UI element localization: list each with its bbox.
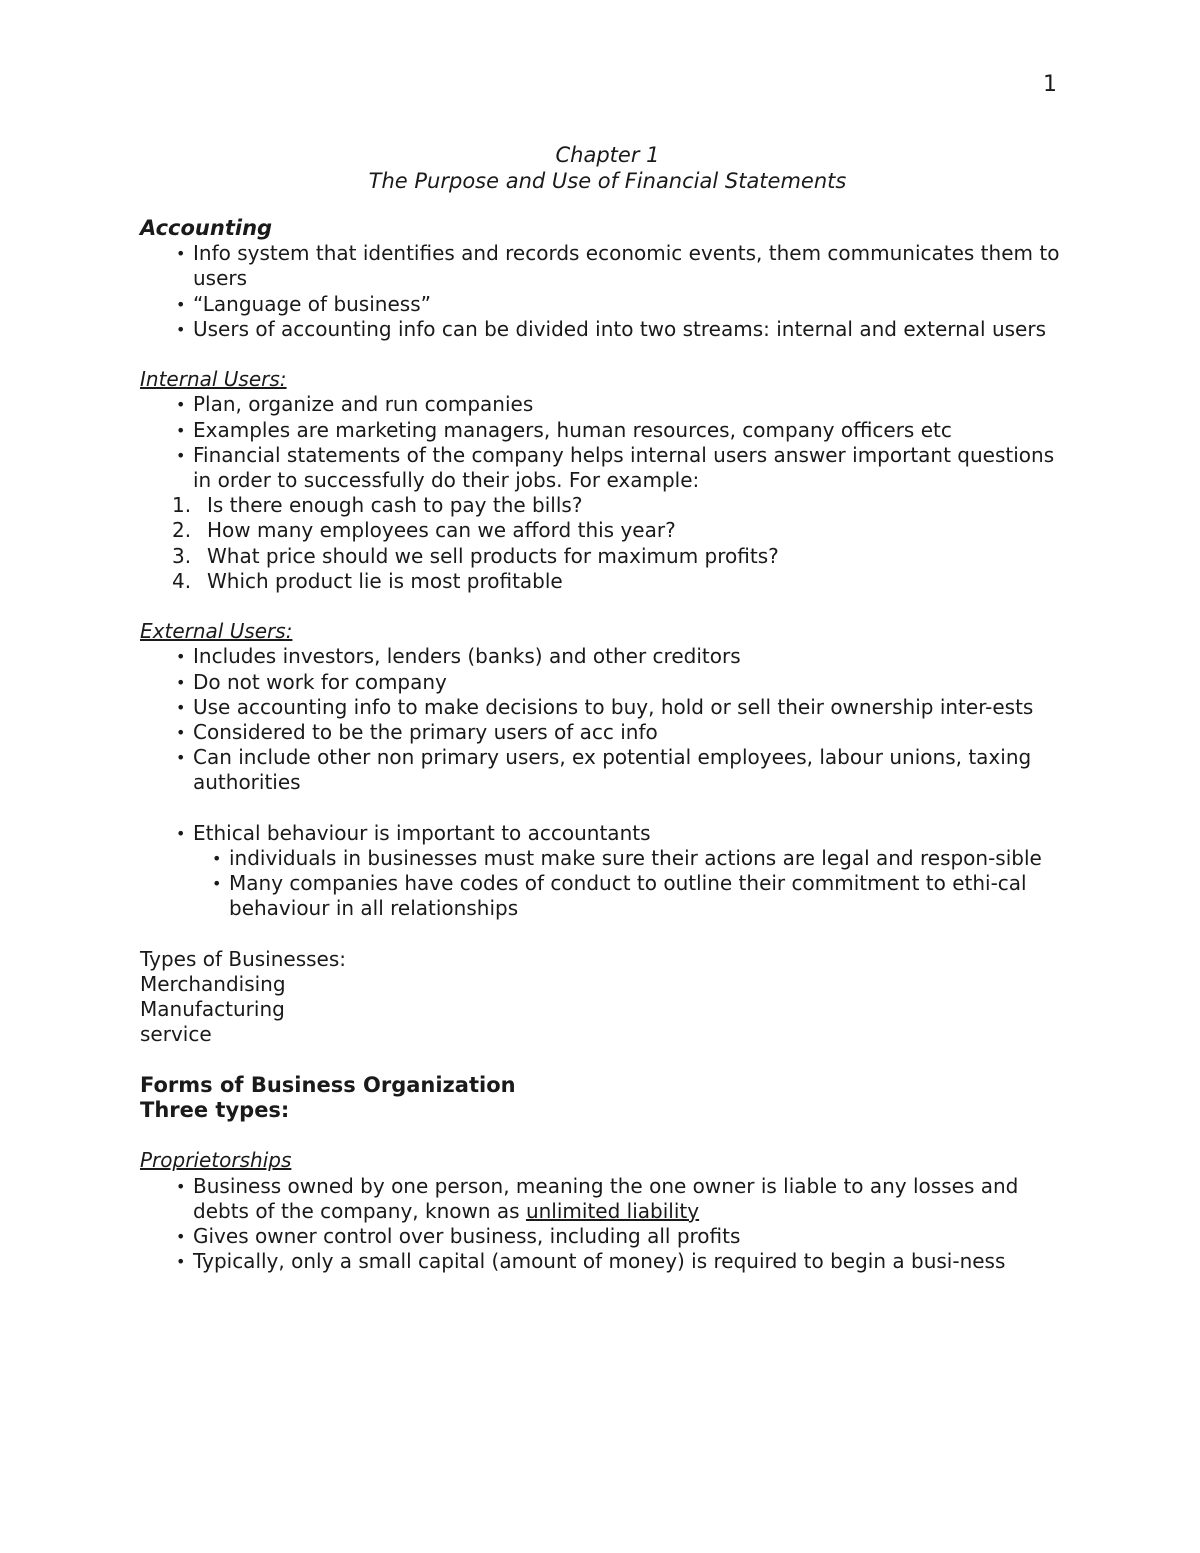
ethics-list — [140, 821, 1075, 922]
list-item: • Typically, only a small capital (amount of money) is required to begin a busi-ness — [176, 1249, 1075, 1274]
list-item — [176, 821, 1075, 922]
numbered-item — [172, 544, 1075, 569]
item-text: Business owned by one person, meaning the one owner is liable to any losses and debts of the company, known as — [193, 1173, 1019, 1223]
business-type-item: Merchandising — [140, 972, 286, 997]
chapter-title: Chapter 1 — [555, 143, 660, 167]
proprietorships-list — [140, 1174, 1075, 1275]
list-item: • Financial statements of the company helps internal users answer important questions in order to successfully do their jobs. For example: — [176, 443, 1075, 493]
item-text: Which product lie is most profitable — [207, 568, 563, 593]
business-types-heading: Types of Businesses: — [140, 946, 347, 971]
list-item: • Examples are marketing managers, human resources, company officers etc — [176, 418, 1075, 443]
list-item: • Do not work for company — [176, 670, 1075, 695]
list-item: • Includes investors, lenders (banks) and other creditors — [176, 644, 1075, 669]
external-users-list — [140, 644, 1075, 795]
ethics-sub-list — [193, 846, 1075, 922]
list-item: • Use accounting info to make decisions to buy, hold or sell their ownership inter-ests — [176, 695, 1075, 720]
forms-heading: Forms of Business Organization — [140, 1072, 516, 1097]
numbered-item — [172, 518, 1075, 543]
forms-subheading: Three types: — [140, 1098, 290, 1123]
list-item — [176, 1174, 1075, 1224]
chapter-subtitle: The Purpose and Use of Financial Statements — [368, 169, 847, 193]
accounting-list — [140, 241, 1075, 342]
unlimited-liability-term: unlimited liability — [525, 1198, 700, 1223]
item-number: 2. — [172, 518, 192, 543]
list-item: • Can include other non primary users, ex potential employees, labour unions, taxing authorities — [176, 745, 1075, 795]
list-item: • Users of accounting info can be divided into two streams: internal and external users — [176, 317, 1075, 342]
list-item: • Gives owner control over business, including all profits — [176, 1224, 1075, 1249]
internal-users-heading: Internal Users: — [140, 367, 287, 392]
item-number: 4. — [172, 568, 192, 593]
accounting-heading: Accounting — [140, 216, 273, 240]
list-item: • Many companies have codes of conduct to outline their commitment to ethi-cal behaviour in all relationships — [212, 871, 1075, 921]
internal-users-list — [140, 392, 1075, 493]
item-text: Is there enough cash to pay the bills? — [207, 493, 583, 518]
item-text: How many employees can we afford this year? — [207, 518, 676, 543]
numbered-item — [172, 493, 1075, 518]
list-item: • Considered to be the primary users of acc info — [176, 720, 1075, 745]
external-users-heading: External Users: — [140, 619, 293, 644]
internal-users-examples — [140, 493, 1075, 594]
list-item: • “Language of business” — [176, 292, 1075, 317]
business-type-item: Manufacturing — [140, 997, 285, 1022]
item-number: 3. — [172, 543, 192, 568]
item-text: What price should we sell products for maximum profits? — [207, 543, 779, 568]
list-item: • Plan, organize and run companies — [176, 392, 1075, 417]
numbered-item — [172, 569, 1075, 594]
proprietorships-heading: Proprietorships — [140, 1148, 292, 1173]
page-number: 1 — [1043, 72, 1057, 97]
list-item: • Info system that identifies and records economic events, them communicates them to users — [176, 241, 1075, 291]
list-item: • individuals in businesses must make sure their actions are legal and respon-sible — [212, 846, 1075, 871]
business-type-item: service — [140, 1022, 212, 1047]
document-body — [140, 142, 1075, 1274]
item-number: 1. — [172, 493, 192, 518]
item-text: Ethical behaviour is important to accountants — [193, 820, 651, 845]
